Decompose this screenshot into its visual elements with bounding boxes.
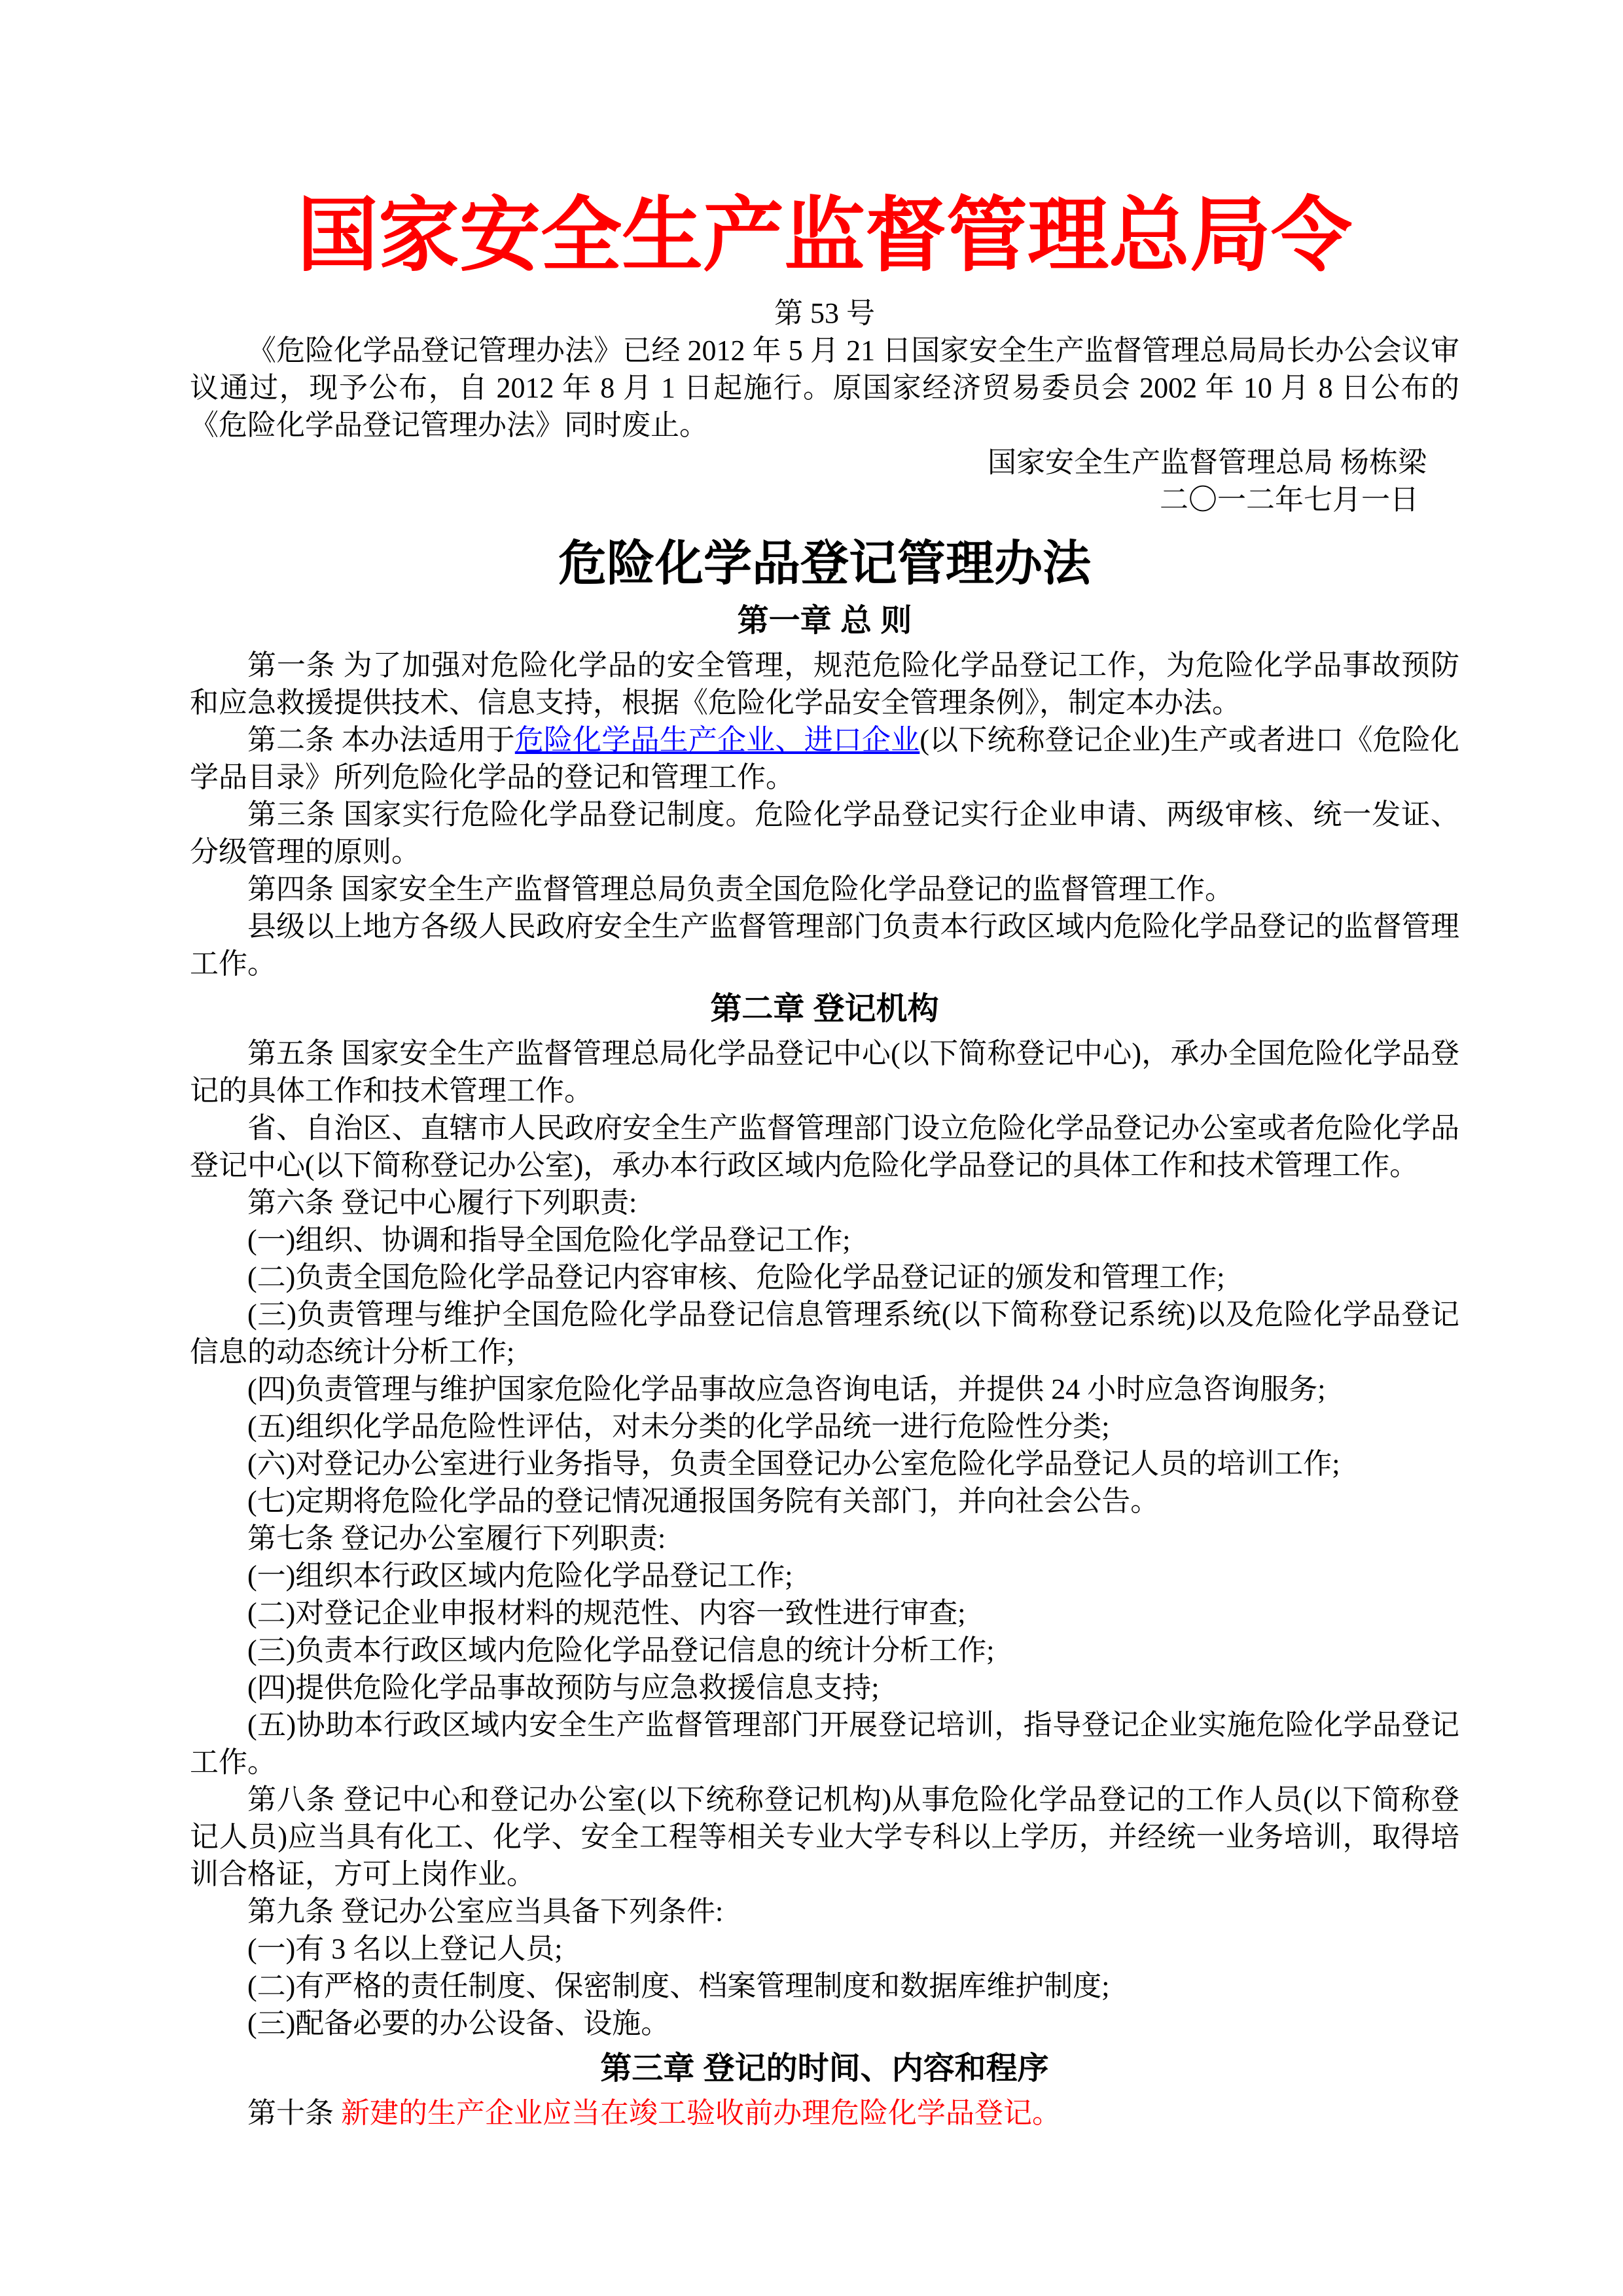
document-title: 危险化学品登记管理办法 [558,536,1091,590]
text-run: 第六条 登记中心履行下列职责: [247,1187,637,1219]
paragraph [190,1221,1459,1259]
chapter-heading: 第三章 登记的时间、内容和程序 [600,2051,1049,2086]
text-run: (一)组织本行政区域内危险化学品登记工作; [247,1560,793,1592]
text-run: 第七条 登记办公室履行下列职责: [247,1522,666,1554]
highlighted-red-text: 新建的生产企业应当在竣工验收前办理危险化学品登记。 [341,2097,1061,2129]
paragraph [190,1259,1459,1296]
paragraph [190,1930,1459,1967]
paragraph [190,908,1459,982]
masthead-title: 国家安全生产监督管理总局令 [296,191,1352,281]
paragraph [190,1482,1459,1520]
text-run: (五)协助本行政区域内安全生产监督管理部门开展登记培训，指导登记企业实施危险化学品登记工作。 [190,1709,1459,1778]
text-run: 省、自治区、直辖市人民政府安全生产监督管理部门设立危险化学品登记办公室或者危险化学品登记中心(以下简称登记办公室)，承办本行政区域内危险化学品登记的具体工作和技术管理工作。 [190,1112,1459,1181]
text-run: (三)负责管理与维护全国危险化学品登记信息管理系统(以下简称登记系统)以及危险化学品登记信息的动态统计分析工作; [190,1299,1459,1368]
paragraph [190,721,1459,796]
link-registration-enterprises[interactable]: 危险化学品生产企业、进口企业 [514,724,920,756]
order-number: 第 53 号 [774,297,875,329]
paragraph [190,1520,1459,1557]
text-run: (一)有 3 名以上登记人员; [247,1933,563,1965]
paragraph [190,1296,1459,1371]
text-run: 第二条 本办法适用于 [247,724,515,756]
paragraph [190,1893,1459,1930]
text-run: (以下统称登记企业)生产或者进口《危险化学品目录》所列危险化学品的登记和管理工作。 [190,724,1460,793]
text-run: 第四条 国家安全生产监督管理总局负责全国危险化学品登记的监督管理工作。 [247,873,1234,905]
paragraph [190,1632,1459,1669]
paragraph [190,1557,1459,1594]
paragraph [190,1035,1459,1109]
announcement-paragraph: 《危险化学品登记管理办法》已经 2012 年 5 月 21 日国家安全生产监督管理总局局长办公会议审议通过，现予公布，自 2012 年 8 月 1 日起施行。原国家经济贸易委员会 2002 年 10 月 8 日公布的《危险化学品登记管理办法》同时废止。 [190,334,1459,441]
text-run: (三)负责本行政区域内危险化学品登记信息的统计分析工作; [247,1634,995,1666]
paragraph [190,1371,1459,1408]
text-run: 第一条 为了加强对危险化学品的安全管理，规范危险化学品登记工作，为危险化学品事故预防和应急救援提供技术、信息支持，根据《危险化学品安全管理条例》，制定本办法。 [190,649,1459,719]
paragraph [190,1781,1459,1893]
paragraph [190,1184,1459,1221]
chapter-heading: 第一章 总 则 [737,603,912,638]
text-run: (二)对登记企业申报材料的规范性、内容一致性进行审查; [247,1597,966,1629]
text-run: 第五条 国家安全生产监督管理总局化学品登记中心(以下简称登记中心)，承办全国危险化学品登记的具体工作和技术管理工作。 [190,1037,1459,1107]
text-run: 第十条 [247,2097,341,2129]
text-run: 县级以上地方各级人民政府安全生产监督管理部门负责本行政区域内危险化学品登记的监督管理工作。 [190,910,1459,980]
paragraph [190,1669,1459,1706]
text-run: 第九条 登记办公室应当具备下列条件: [247,1895,724,1928]
paragraph [190,1445,1459,1482]
paragraph [190,1967,1459,2005]
text-run: (四)提供危险化学品事故预防与应急救援信息支持; [247,1672,880,1704]
paragraph [190,1706,1459,1781]
paragraph [190,870,1459,908]
text-run: (七)定期将危险化学品的登记情况通报国务院有关部门，并向社会公告。 [247,1485,1160,1517]
chapter-heading: 第二章 登记机构 [710,992,939,1026]
paragraph [190,2005,1459,2042]
text-run: 第八条 登记中心和登记办公室(以下统称登记机构)从事危险化学品登记的工作人员(以下简称登记人员)应当具有化工、化学、安全工程等相关专业大学专科以上学历，并经统一业务培训，取得培训合格证，方可上岗作业。 [190,1784,1459,1890]
paragraph [190,1109,1459,1184]
paragraph [190,1408,1459,1445]
document-body [190,601,1459,2132]
paragraph [190,647,1459,721]
signature-date: 二〇一二年七月一日 [1160,484,1419,516]
paragraph [190,1594,1459,1632]
paragraph [190,796,1459,870]
text-run: (二)有严格的责任制度、保密制度、档案管理制度和数据库维护制度; [247,1970,1110,2002]
paragraph [190,2094,1459,2132]
text-run: (一)组织、协调和指导全国危险化学品登记工作; [247,1224,851,1256]
document-content [190,187,1459,2132]
text-run: (三)配备必要的办公设备、设施。 [247,2007,670,2039]
text-run: (二)负责全国危险化学品登记内容审核、危险化学品登记证的颁发和管理工作; [247,1261,1225,1293]
text-run: (六)对登记办公室进行业务指导，负责全国登记办公室危险化学品登记人员的培训工作; [247,1448,1340,1480]
text-run: (四)负责管理与维护国家危险化学品事故应急咨询电话，并提供 24 小时应急咨询服务; [247,1373,1326,1405]
text-run: (五)组织化学品危险性评估，对未分类的化学品统一进行危险性分类; [247,1410,1110,1443]
signature-agency: 国家安全生产监督管理总局 杨栋梁 [988,446,1427,478]
text-run: 第三条 国家实行危险化学品登记制度。危险化学品登记实行企业申请、两级审核、统一发证、分级管理的原则。 [190,798,1459,868]
